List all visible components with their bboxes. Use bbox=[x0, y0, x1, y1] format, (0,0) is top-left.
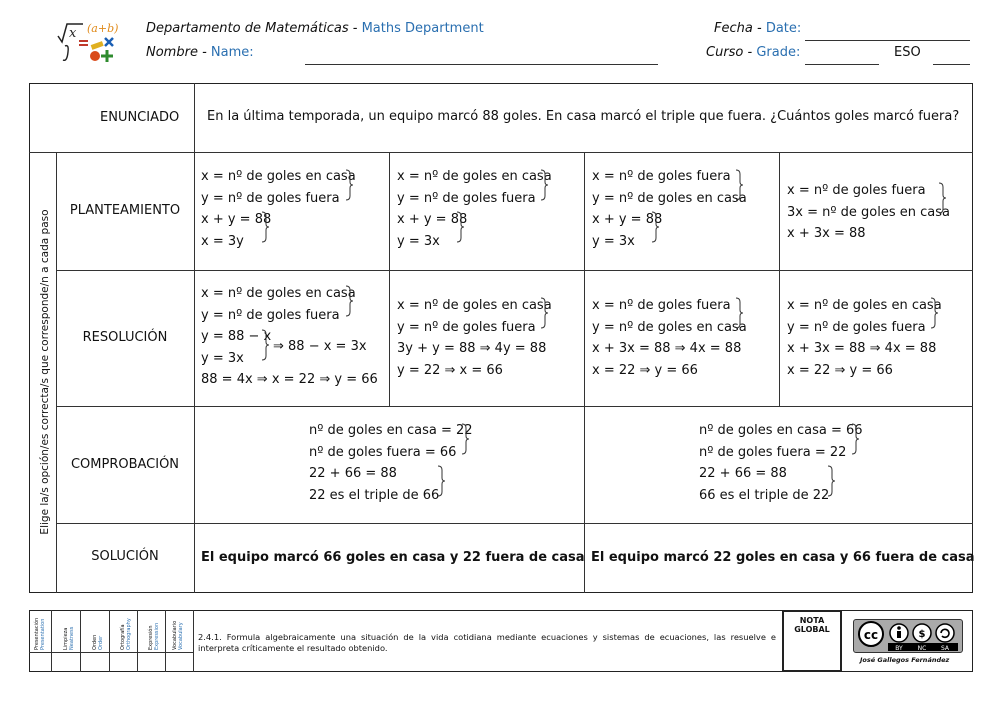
evaluation-standard: 2.4.1. Formula algebraicamente una situación de la vida cotidiana mediante ecuaciones y sistemas de ecuaciones, las resuelve e interpreta críticamente el resultado obtenido. bbox=[198, 632, 776, 653]
solucion-option-1[interactable]: El equipo marcó 66 goles en casa y 22 fuera de casa bbox=[201, 550, 585, 565]
planteamiento-option-4[interactable]: x = nº de goles fuera 3x = nº de goles en casa x + 3x = 88 bbox=[787, 183, 950, 241]
resolucion-option-3[interactable]: x = nº de goles fuera y = nº de goles en casa x + 3x = 88 ⇒ 4x = 88 x = 22 ⇒ y = 66 bbox=[592, 298, 747, 378]
row-label-planteamiento: PLANTEAMIENTO bbox=[69, 203, 181, 218]
nota-global-box[interactable] bbox=[782, 610, 842, 672]
planteamiento-option-3[interactable]: x = nº de goles fuera y = nº de goles en casa x + y = 88 y = 3x bbox=[592, 169, 747, 249]
comprobacion-option-1[interactable]: nº de goles en casa = 22 nº de goles fuera = 66 22 + 66 = 88 22 es el triple de 66 bbox=[309, 423, 473, 503]
logo-text: (a+b) bbox=[87, 22, 119, 35]
criteria-presentacion: Presentación Presentation bbox=[34, 617, 46, 650]
resolucion-option-4[interactable]: x = nº de goles en casa y = nº de goles fuera x + 3x = 88 ⇒ 4x = 88 x = 22 ⇒ y = 66 bbox=[787, 298, 942, 378]
cc-license-badge bbox=[853, 619, 963, 653]
grade-label: Curso - Grade: bbox=[706, 45, 801, 60]
statement: En la última temporada, un equipo marcó 88 goles. En casa marcó el triple que fuera. ¿Cuántos goles marcó fuera? bbox=[207, 109, 960, 124]
svg-text:cc: cc bbox=[863, 628, 879, 642]
global-label: GLOBAL bbox=[794, 625, 830, 634]
level-label: ESO bbox=[894, 45, 921, 60]
author-credit: José Gallegos Fernández bbox=[860, 656, 950, 664]
criteria-vocabulario: Vocabulario Vocabulary bbox=[172, 620, 184, 650]
date-label: Fecha - Date: bbox=[714, 21, 802, 36]
cc-nc-label: NC bbox=[917, 645, 927, 652]
criteria-limpieza: Limpieza Neatness bbox=[63, 626, 75, 650]
department-title: Departamento de Matemáticas - Maths Department bbox=[146, 21, 484, 36]
cc-by-label: BY bbox=[895, 645, 903, 652]
criteria-orden: Orden Order bbox=[92, 634, 104, 650]
planteamiento-option-2[interactable]: x = nº de goles en casa y = nº de goles fuera x + y = 88 y = 3x bbox=[397, 169, 552, 249]
criteria-ortografia: Ortografía Orthography bbox=[120, 618, 132, 650]
criteria-expresion: Expresión Expression bbox=[148, 622, 160, 650]
side-instruction: Elige la/s opción/es correcta/s que corresponde/n a cada paso bbox=[39, 209, 51, 535]
row-label-comprobacion: COMPROBACIÓN bbox=[70, 457, 180, 472]
resolucion-option-1[interactable]: x = nº de goles en casa y = nº de goles fuera y = 88 − x y = 3x ⇒ 88 − x = 3x 88 = 4x ⇒ x = 22 ⇒ y = 66 bbox=[201, 286, 378, 387]
comprobacion-option-2[interactable]: nº de goles en casa = 66 nº de goles fuera = 22 22 + 66 = 88 66 es el triple de 22 bbox=[699, 423, 863, 503]
svg-text:x: x bbox=[69, 26, 77, 41]
solucion-option-2[interactable]: El equipo marcó 22 goles en casa y 66 fuera de casa bbox=[591, 550, 975, 565]
row-label-solucion: SOLUCIÓN bbox=[91, 549, 159, 564]
nota-label: NOTA bbox=[799, 616, 825, 625]
svg-text:$: $ bbox=[918, 629, 926, 640]
name-label: Nombre - Name: bbox=[146, 45, 254, 60]
row-label-resolucion: RESOLUCIÓN bbox=[82, 330, 168, 345]
row-label-enunciado: ENUNCIADO bbox=[100, 110, 180, 125]
planteamiento-option-1[interactable]: x = nº de goles en casa y = nº de goles fuera x + y = 88 x = 3y bbox=[201, 169, 356, 249]
cc-sa-label: SA bbox=[940, 645, 950, 652]
resolucion-option-2[interactable]: x = nº de goles en casa y = nº de goles fuera 3y + y = 88 ⇒ 4y = 88 y = 22 ⇒ x = 66 bbox=[397, 298, 552, 378]
